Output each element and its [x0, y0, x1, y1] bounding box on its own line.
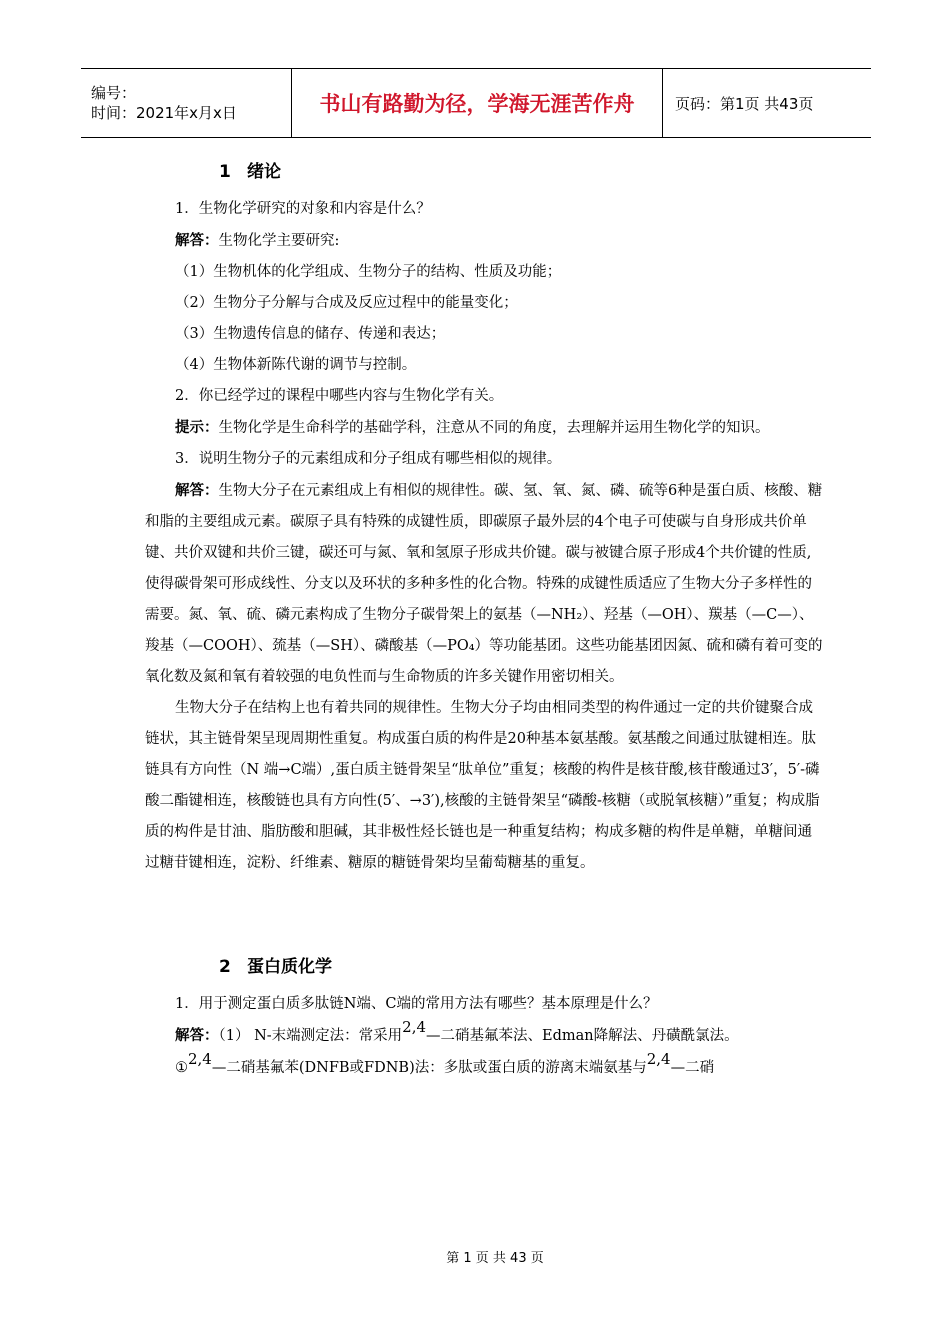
time-label: 时间：2021年x月x日 [91, 104, 237, 122]
section-title: 绪论 [247, 162, 281, 182]
page-label: 页码：第1页 共43页 [675, 94, 814, 113]
paragraph: 解答：生物化学主要研究: [175, 232, 340, 249]
number-label: 编号： [91, 84, 137, 102]
paragraph: 生物大分子在结构上也有着共同的规律性。生物大分子均由相同类型的构件通过一定的共价键聚合成链状，其主链骨架呈现周期性重复。构成蛋白质的构件是20种基本氨基酸。氨基酸之间通过肽键相连。肽链具有方向性（N 端→C端）,蛋白质主链骨架呈“肽单位”重复；核酸的构件是核苷酸,核苷酸通过3′，5′-磷酸二酯键相连，核酸链也具有方向性(5′、→3′),核酸的主链骨架呈“磷酸-核糖（或脱氧核糖）”重复；构成脂质的构件是甘油、脂肪酸和胆碱，其非极性烃长链也是一种重复结构；构成多糖的构件是单糖，单糖间通过糖苷键相连，淀粉、纤维素、糖原的糖链骨架均呈葡萄糖基的重复。 [145, 700, 820, 871]
paragraph: 1．生物化学研究的对象和内容是什么？ [175, 201, 431, 217]
formula-number: 2,4 [188, 1050, 212, 1068]
answer-label: 解答： [175, 232, 219, 249]
formula-number: 2,4 [646, 1050, 671, 1068]
paragraph: ①2,4—二硝基氟苯(DNFB或FDNB)法：多肽或蛋白质的游离末端氨基与2,4—二硝 [175, 1050, 715, 1076]
formula-number: 2,4 [402, 1018, 427, 1036]
hint-label: 提示： [175, 419, 219, 436]
paragraph: （2）生物分子分解与合成及反应过程中的能量变化； [175, 295, 518, 311]
paragraph: （1）生物机体的化学组成、生物分子的结构、性质及功能； [175, 264, 562, 280]
page-header [81, 68, 871, 138]
section-title: 蛋白质化学 [247, 957, 332, 977]
header-motto [291, 69, 663, 137]
paragraph: 解答：（1） N-末端测定法：常采用2,4—二硝基氟苯法、Edman降解法、丹磺酰氯法。 [175, 1018, 739, 1044]
motto-text: 书山有路勤为径，学海无涯苦作舟 [319, 92, 635, 116]
answer-label: 解答： [175, 482, 219, 499]
header-page [663, 69, 813, 137]
paragraph: （4）生物体新陈代谢的调节与控制。 [175, 357, 417, 373]
header-info [81, 69, 291, 137]
paragraph: （3）生物遗传信息的储存、传递和表达； [175, 326, 446, 342]
document-body [145, 150, 825, 1084]
paragraph: 2．你已经学过的课程中哪些内容与生物化学有关。 [175, 388, 504, 404]
list-marker: ① [175, 1060, 188, 1076]
paragraph: 提示：生物化学是生命科学的基础学科，注意从不同的角度，去理解并运用生物化学的知识。 [175, 419, 770, 436]
paragraph: 解答：生物大分子在元素组成上有相似的规律性。碳、氢、氧、氮、磷、硫等6种是蛋白质、核酸、糖和脂的主要组成元素。碳原子具有特殊的成键性质，即碳原子最外层的4个电子可使碳与自身形成共价单键、共价双键和共价三键，碳还可与氮、氧和氢原子形成共价键。碳与被键合原子形成4个共价键的性质,使得碳骨架可形成线性、分支以及环状的多种多性的化合物。特殊的成键性质适应了生物大分子多样性的需要。氮、氧、硫、磷元素构成了生物分子碳骨架上的氨基（—NH₂）、羟基（—OH）、羰基（—C—）、羧基（—COOH）、巯基（—SH）、磷酸基（—PO₄）等功能基团。这些功能基团因氮、硫和磷有着可变的氧化数及氮和氧有着较强的电负性而与生命物质的许多关键作用密切相关。 [145, 482, 823, 685]
answer-label: 解答： [175, 1027, 219, 1044]
section-number: 1 [219, 162, 231, 182]
page-footer: 第 1 页 共 43 页 [446, 1251, 544, 1266]
section-number: 2 [219, 957, 231, 977]
paragraph: 3．说明生物分子的元素组成和分子组成有哪些相似的规律。 [175, 451, 562, 467]
paragraph: 1．用于测定蛋白质多肽链N端、C端的常用方法有哪些？基本原理是什么？ [175, 996, 658, 1012]
spacer [145, 879, 825, 945]
section-heading-2 [219, 945, 825, 989]
section-heading-1 [219, 150, 825, 194]
